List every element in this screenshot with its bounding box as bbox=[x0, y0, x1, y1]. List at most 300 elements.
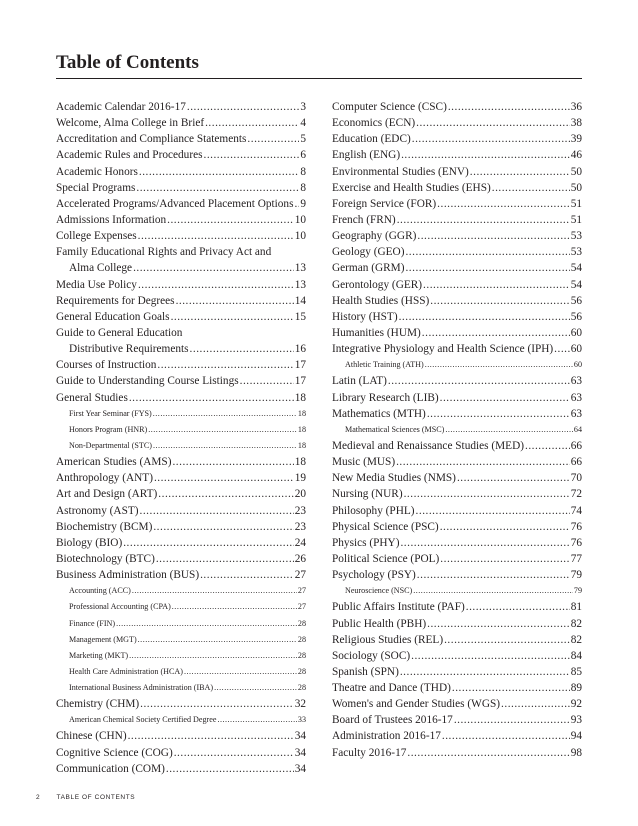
toc-entry-page: 34 bbox=[294, 730, 306, 743]
toc-entry[interactable] bbox=[56, 632, 306, 648]
toc-entry-title: Accounting (ACC) bbox=[69, 586, 131, 596]
toc-entry[interactable] bbox=[56, 648, 306, 664]
dot-leader bbox=[247, 131, 299, 147]
toc-entry-title: Public Health (PBH) bbox=[332, 617, 427, 630]
toc-entry-page: 32 bbox=[294, 698, 306, 711]
toc-entry-title: Academic Calendar 2016-17 bbox=[56, 101, 186, 113]
dot-leader bbox=[448, 99, 570, 115]
toc-entry[interactable] bbox=[332, 341, 582, 357]
toc-entry[interactable] bbox=[332, 438, 582, 454]
toc-entry[interactable] bbox=[332, 680, 582, 696]
toc-entry-page: 82 bbox=[570, 617, 582, 630]
toc-entry-page: 24 bbox=[294, 536, 306, 549]
toc-column-right bbox=[332, 99, 582, 761]
dot-leader bbox=[138, 277, 294, 293]
toc-entry[interactable] bbox=[332, 583, 582, 599]
dot-leader bbox=[440, 519, 570, 535]
toc-entry-page: 8 bbox=[300, 181, 306, 194]
toc-entry-page: 19 bbox=[294, 472, 306, 485]
dot-leader bbox=[452, 680, 570, 696]
toc-entry[interactable] bbox=[332, 535, 582, 551]
toc-entry[interactable] bbox=[332, 470, 582, 486]
toc-entry[interactable] bbox=[332, 648, 582, 664]
dot-leader bbox=[501, 696, 570, 712]
dot-leader bbox=[466, 599, 570, 615]
toc-entry-title: Physical Science (PSC) bbox=[332, 520, 439, 533]
dot-leader bbox=[171, 309, 294, 325]
toc-entry[interactable] bbox=[332, 309, 582, 325]
toc-entry[interactable] bbox=[332, 99, 582, 115]
toc-entry[interactable] bbox=[56, 373, 306, 389]
toc-entry-title: Economics (ECN) bbox=[332, 117, 416, 130]
toc-entry[interactable] bbox=[56, 244, 306, 260]
dot-leader bbox=[405, 244, 569, 260]
toc-entry[interactable] bbox=[56, 406, 306, 422]
toc-entry[interactable] bbox=[332, 712, 582, 728]
toc-entry-page: 16 bbox=[294, 343, 306, 356]
toc-entry-title: Religious Studies (REL) bbox=[332, 633, 444, 646]
toc-entry[interactable] bbox=[56, 422, 306, 438]
dot-leader bbox=[136, 180, 299, 196]
dot-leader bbox=[174, 745, 294, 761]
dot-leader bbox=[388, 373, 570, 389]
dot-leader bbox=[138, 228, 294, 244]
toc-entry[interactable] bbox=[332, 632, 582, 648]
toc-entry-page: 66 bbox=[570, 456, 582, 469]
dot-leader bbox=[140, 696, 294, 712]
toc-entry-page: 20 bbox=[294, 488, 306, 501]
toc-entry-title: Honors Program (HNR) bbox=[69, 424, 148, 434]
dot-leader bbox=[400, 535, 569, 551]
toc-entry[interactable] bbox=[56, 131, 306, 147]
toc-entry[interactable] bbox=[332, 212, 582, 228]
toc-entry[interactable] bbox=[332, 115, 582, 131]
toc-entry[interactable] bbox=[56, 212, 306, 228]
dot-leader bbox=[153, 406, 297, 422]
toc-entry-title: German (GRM) bbox=[332, 262, 405, 275]
toc-entry-title: Board of Trustees 2016-17 bbox=[332, 714, 453, 727]
toc-entry[interactable] bbox=[332, 599, 582, 615]
dot-leader bbox=[153, 438, 297, 454]
toc-entry[interactable] bbox=[56, 519, 306, 535]
toc-entry[interactable] bbox=[332, 180, 582, 196]
toc-entry[interactable] bbox=[56, 535, 306, 551]
toc-entry[interactable] bbox=[56, 341, 306, 357]
toc-entry-title: Health Care Administration (HCA) bbox=[69, 666, 183, 676]
toc-entry[interactable] bbox=[56, 761, 306, 777]
toc-entry-page: 76 bbox=[570, 520, 582, 533]
toc-entry-title: Distributive Requirements bbox=[69, 343, 189, 356]
toc-entry-title: Welcome, Alma College in Brief bbox=[56, 117, 205, 130]
dot-leader bbox=[397, 212, 570, 228]
toc-entry-page: 18 bbox=[294, 391, 306, 404]
toc-entry-page: 92 bbox=[570, 698, 582, 711]
toc-entry-page: 26 bbox=[294, 552, 306, 565]
dot-leader bbox=[156, 551, 294, 567]
dot-leader bbox=[294, 196, 299, 212]
toc-entry-page: 53 bbox=[570, 230, 582, 243]
toc-entry-page: 27 bbox=[294, 569, 306, 582]
toc-entry[interactable] bbox=[56, 390, 306, 406]
toc-entry-title: Latin (LAT) bbox=[332, 375, 387, 388]
toc-entry-title: Anthropology (ANT) bbox=[56, 472, 153, 485]
toc-entry[interactable] bbox=[332, 728, 582, 744]
toc-entry-page: 82 bbox=[570, 633, 582, 646]
dot-leader bbox=[404, 486, 570, 502]
toc-entry-title: Admissions Information bbox=[56, 213, 167, 226]
toc-entry-title: Astronomy (AST) bbox=[56, 504, 139, 517]
toc-entry-title: Courses of Instruction bbox=[56, 359, 157, 372]
toc-entry[interactable] bbox=[56, 680, 306, 696]
toc-entry-title: English (ENG) bbox=[332, 149, 401, 162]
toc-entry[interactable] bbox=[332, 551, 582, 567]
dot-leader bbox=[470, 164, 570, 180]
dot-leader bbox=[154, 470, 294, 486]
toc-entry[interactable] bbox=[56, 583, 306, 599]
dot-leader bbox=[525, 438, 570, 454]
toc-entry-page: 14 bbox=[294, 294, 306, 307]
toc-entry-page: 50 bbox=[570, 181, 582, 194]
toc-entry-title: Political Science (POL) bbox=[332, 552, 440, 565]
toc-entry-page: 18 bbox=[297, 424, 306, 434]
toc-entry-title: Spanish (SPN) bbox=[332, 665, 399, 678]
toc-entry[interactable] bbox=[56, 115, 306, 131]
toc-entry-page: 36 bbox=[570, 101, 582, 113]
toc-entry-title: Environmental Studies (ENV) bbox=[332, 165, 469, 178]
dot-leader bbox=[129, 390, 294, 406]
toc-entry-page: 66 bbox=[570, 439, 582, 452]
toc-entry-title: Mathematical Sciences (MSC) bbox=[345, 424, 445, 434]
toc-entry-page: 93 bbox=[570, 714, 582, 727]
toc-entry-title: Gerontology (GER) bbox=[332, 278, 423, 291]
toc-entry[interactable] bbox=[332, 745, 582, 761]
dot-leader bbox=[167, 212, 294, 228]
toc-entry-title: Exercise and Health Studies (EHS) bbox=[332, 181, 491, 194]
toc-entry-page: 27 bbox=[297, 586, 306, 596]
toc-entry-page: 85 bbox=[570, 665, 582, 678]
toc-entry[interactable] bbox=[56, 599, 306, 615]
toc-entry-page: 79 bbox=[573, 586, 582, 596]
toc-entry-title: College Expenses bbox=[56, 230, 137, 243]
dot-leader bbox=[411, 648, 570, 664]
toc-entry-page: 17 bbox=[294, 375, 306, 388]
dot-leader bbox=[116, 616, 297, 632]
dot-leader bbox=[133, 260, 294, 276]
toc-entry-title: Psychology (PSY) bbox=[332, 569, 416, 582]
dot-leader bbox=[240, 373, 294, 389]
toc-entry-title: Marketing (MKT) bbox=[69, 650, 129, 660]
toc-entry[interactable] bbox=[56, 728, 306, 744]
toc-entry-title: American Studies (AMS) bbox=[56, 456, 172, 469]
toc-entry-page: 3 bbox=[300, 101, 306, 113]
toc-entry-page: 18 bbox=[294, 456, 306, 469]
dot-leader bbox=[554, 341, 570, 357]
toc-entry-title: Faculty 2016-17 bbox=[332, 746, 407, 759]
toc-entry[interactable] bbox=[332, 131, 582, 147]
toc-entry[interactable] bbox=[56, 438, 306, 454]
toc-entry[interactable] bbox=[332, 277, 582, 293]
toc-entry-title: Women's and Gender Studies (WGS) bbox=[332, 698, 501, 711]
dot-leader bbox=[200, 567, 294, 583]
dot-leader bbox=[140, 503, 294, 519]
dot-leader bbox=[128, 728, 294, 744]
toc-entry-page: 6 bbox=[300, 149, 306, 162]
dot-leader bbox=[184, 664, 297, 680]
toc-entry[interactable] bbox=[332, 406, 582, 422]
dot-leader bbox=[217, 712, 296, 728]
toc-entry[interactable] bbox=[332, 228, 582, 244]
toc-entry[interactable] bbox=[56, 745, 306, 761]
dot-leader bbox=[158, 486, 293, 502]
toc-entry-title: Guide to General Education bbox=[56, 326, 183, 339]
toc-entry-page: 10 bbox=[294, 230, 306, 243]
dot-leader bbox=[407, 745, 569, 761]
dot-leader bbox=[123, 535, 293, 551]
dot-leader bbox=[138, 632, 297, 648]
toc-entry[interactable] bbox=[56, 99, 306, 115]
toc-entry-title: Communication (COM) bbox=[56, 762, 165, 775]
dot-leader bbox=[442, 728, 570, 744]
dot-leader bbox=[423, 277, 570, 293]
dot-leader bbox=[132, 583, 297, 599]
toc-entry-title: French (FRN) bbox=[332, 213, 396, 226]
dot-leader bbox=[172, 454, 293, 470]
toc-entry-page: 5 bbox=[300, 133, 306, 146]
toc-entry-page: 51 bbox=[570, 197, 582, 210]
toc-entry[interactable] bbox=[56, 147, 306, 163]
footer-label: TABLE OF CONTENTS bbox=[56, 794, 136, 801]
toc-entry-title: Athletic Training (ATH) bbox=[345, 360, 424, 370]
toc-entry[interactable] bbox=[56, 664, 306, 680]
dot-leader bbox=[214, 680, 297, 696]
toc-entry[interactable] bbox=[332, 260, 582, 276]
toc-entry-title: Biotechnology (BTC) bbox=[56, 552, 155, 565]
toc-entry[interactable] bbox=[56, 277, 306, 293]
dot-leader bbox=[417, 567, 570, 583]
toc-entry[interactable] bbox=[56, 293, 306, 309]
toc-entry[interactable] bbox=[56, 503, 306, 519]
toc-entry-page: 81 bbox=[570, 601, 582, 614]
toc-entry-page: 70 bbox=[570, 472, 582, 485]
dot-leader bbox=[440, 390, 570, 406]
toc-entry[interactable] bbox=[56, 196, 306, 212]
toc-entry-page: 8 bbox=[300, 165, 306, 178]
toc-entry-title: Guide to Understanding Course Listings bbox=[56, 375, 239, 388]
toc-entry-page: 60 bbox=[573, 360, 582, 370]
toc-entry-page: 98 bbox=[570, 746, 582, 759]
dot-leader bbox=[412, 131, 570, 147]
dot-leader bbox=[396, 454, 570, 470]
toc-entry[interactable] bbox=[332, 293, 582, 309]
toc-entry-title: Computer Science (CSC) bbox=[332, 101, 447, 113]
toc-entry-title: First Year Seminar (FYS) bbox=[69, 408, 152, 418]
toc-entry-page: 10 bbox=[294, 213, 306, 226]
toc-entry-title: Biochemistry (BCM) bbox=[56, 520, 153, 533]
toc-column-left bbox=[56, 99, 306, 777]
toc-entry-page: 84 bbox=[570, 649, 582, 662]
toc-entry[interactable] bbox=[56, 470, 306, 486]
toc-entry-title: Professional Accounting (CPA) bbox=[69, 602, 171, 612]
toc-entry[interactable] bbox=[56, 260, 306, 276]
dot-leader bbox=[204, 147, 300, 163]
dot-leader bbox=[399, 309, 570, 325]
dot-leader bbox=[190, 341, 294, 357]
toc-entry-title: Accreditation and Compliance Statements bbox=[56, 133, 247, 146]
toc-entry-title: Business Administration (BUS) bbox=[56, 569, 200, 582]
toc-entry-page: 23 bbox=[294, 520, 306, 533]
toc-entry[interactable] bbox=[332, 486, 582, 502]
toc-entry-title: Education (EDC) bbox=[332, 133, 411, 146]
toc-entry-page: 33 bbox=[297, 715, 306, 725]
dot-leader bbox=[444, 632, 570, 648]
toc-entry[interactable] bbox=[332, 147, 582, 163]
toc-entry-page: 27 bbox=[297, 602, 306, 612]
toc-entry[interactable] bbox=[56, 180, 306, 196]
toc-entry[interactable] bbox=[332, 196, 582, 212]
toc-entry-title: Cognitive Science (COG) bbox=[56, 746, 173, 759]
toc-entry-title: Public Affairs Institute (PAF) bbox=[332, 601, 465, 614]
toc-entry[interactable] bbox=[56, 357, 306, 373]
dot-leader bbox=[445, 422, 573, 438]
toc-entry-page: 64 bbox=[573, 424, 582, 434]
dot-leader bbox=[454, 712, 570, 728]
toc-entry-title: American Chemical Society Certified Degree bbox=[69, 715, 217, 725]
toc-entry[interactable] bbox=[332, 567, 582, 583]
toc-entry-page: 46 bbox=[570, 149, 582, 162]
toc-entry-page: 94 bbox=[570, 730, 582, 743]
toc-entry-title: Non-Departmental (STC) bbox=[69, 440, 152, 450]
toc-entry-page: 54 bbox=[570, 278, 582, 291]
toc-entry[interactable] bbox=[332, 357, 582, 373]
toc-entry-page: 28 bbox=[297, 683, 306, 693]
toc-entry[interactable] bbox=[56, 486, 306, 502]
toc-entry[interactable] bbox=[56, 696, 306, 712]
dot-leader bbox=[457, 470, 570, 486]
dot-leader bbox=[176, 293, 294, 309]
toc-entry-title: Sociology (SOC) bbox=[332, 649, 411, 662]
dot-leader bbox=[437, 196, 570, 212]
toc-entry-page: 28 bbox=[297, 666, 306, 676]
toc-entry-title: Nursing (NUR) bbox=[332, 488, 403, 501]
toc-entry[interactable] bbox=[56, 454, 306, 470]
toc-entry-page: 34 bbox=[294, 762, 306, 775]
toc-entry[interactable] bbox=[56, 616, 306, 632]
toc-entry[interactable] bbox=[56, 309, 306, 325]
toc-entry-title: Administration 2016-17 bbox=[332, 730, 441, 743]
toc-entry-page: 56 bbox=[570, 310, 582, 323]
toc-entry-page: 18 bbox=[297, 440, 306, 450]
toc-entry[interactable] bbox=[332, 503, 582, 519]
toc-entry[interactable] bbox=[332, 164, 582, 180]
toc-entry[interactable] bbox=[56, 164, 306, 180]
toc-entry-page: 39 bbox=[570, 133, 582, 146]
toc-entry-page: 63 bbox=[570, 375, 582, 388]
dot-leader bbox=[129, 648, 297, 664]
toc-entry-title: Family Educational Rights and Privacy Act and bbox=[56, 246, 272, 259]
dot-leader bbox=[153, 519, 293, 535]
toc-entry-page: 60 bbox=[570, 343, 582, 356]
toc-entry-title: Humanities (HUM) bbox=[332, 326, 421, 339]
toc-entry-page: 23 bbox=[294, 504, 306, 517]
toc-entry[interactable] bbox=[332, 664, 582, 680]
toc-entry-title: General Studies bbox=[56, 391, 128, 404]
toc-entry-title: Biology (BIO) bbox=[56, 536, 123, 549]
toc-entry[interactable] bbox=[332, 519, 582, 535]
toc-entry-page: 50 bbox=[570, 165, 582, 178]
toc-entry-title: International Business Administration (IBA) bbox=[69, 683, 214, 693]
toc-entry-page: 79 bbox=[570, 569, 582, 582]
dot-leader bbox=[422, 325, 570, 341]
toc-entry[interactable] bbox=[332, 422, 582, 438]
toc-entry[interactable] bbox=[332, 325, 582, 341]
toc-entry-title: Art and Design (ART) bbox=[56, 488, 158, 501]
dot-leader bbox=[416, 115, 570, 131]
toc-entry[interactable] bbox=[332, 373, 582, 389]
page-title: Table of Contents bbox=[56, 52, 199, 73]
dot-leader bbox=[139, 164, 299, 180]
toc-entry-page: 15 bbox=[294, 310, 306, 323]
dot-leader bbox=[427, 406, 570, 422]
toc-entry[interactable] bbox=[56, 228, 306, 244]
dot-leader bbox=[187, 99, 299, 115]
toc-entry-title: Neuroscience (NSC) bbox=[345, 586, 413, 596]
toc-entry[interactable] bbox=[56, 551, 306, 567]
toc-entry[interactable] bbox=[332, 454, 582, 470]
page-footer bbox=[36, 794, 135, 801]
dot-leader bbox=[401, 147, 570, 163]
toc-entry-page: 38 bbox=[570, 117, 582, 130]
toc-entry-page: 74 bbox=[570, 504, 582, 517]
toc-entry-title: Health Studies (HSS) bbox=[332, 294, 430, 307]
toc-entry-page: 63 bbox=[570, 407, 582, 420]
toc-entry-title: Media Use Policy bbox=[56, 278, 137, 291]
toc-entry-page: 13 bbox=[294, 262, 306, 275]
toc-entry-page: 60 bbox=[570, 326, 582, 339]
toc-entry[interactable] bbox=[56, 712, 306, 728]
toc-entry-page: 63 bbox=[570, 391, 582, 404]
toc-entry-title: Integrative Physiology and Health Science (IPH) bbox=[332, 343, 554, 356]
toc-entry-title: Medieval and Renaissance Studies (MED) bbox=[332, 439, 524, 452]
toc-entry-page: 56 bbox=[570, 294, 582, 307]
toc-entry-page: 28 bbox=[297, 634, 306, 644]
toc-entry[interactable] bbox=[332, 244, 582, 260]
dot-leader bbox=[430, 293, 569, 309]
toc-entry[interactable] bbox=[56, 567, 306, 583]
toc-entry[interactable] bbox=[56, 325, 306, 341]
dot-leader bbox=[157, 357, 293, 373]
title-rule bbox=[56, 78, 582, 79]
toc-entry-title: Management (MGT) bbox=[69, 634, 137, 644]
dot-leader bbox=[148, 422, 297, 438]
toc-entry-page: 53 bbox=[570, 246, 582, 259]
toc-entry-page: 18 bbox=[297, 408, 306, 418]
toc-entry[interactable] bbox=[332, 616, 582, 632]
dot-leader bbox=[425, 357, 573, 373]
dot-leader bbox=[405, 260, 569, 276]
toc-entry-title: History (HST) bbox=[332, 310, 398, 323]
toc-entry[interactable] bbox=[332, 390, 582, 406]
toc-entry-page: 72 bbox=[570, 488, 582, 501]
dot-leader bbox=[166, 761, 294, 777]
toc-entry[interactable] bbox=[332, 696, 582, 712]
toc-entry-title: Chinese (CHN) bbox=[56, 730, 127, 743]
toc-entry-title: Special Programs bbox=[56, 181, 136, 194]
toc-entry-title: Philosophy (PHL) bbox=[332, 504, 415, 517]
dot-leader bbox=[205, 115, 299, 131]
toc-entry-title: Library Research (LIB) bbox=[332, 391, 439, 404]
toc-entry-title: Music (MUS) bbox=[332, 456, 396, 469]
toc-entry-page: 54 bbox=[570, 262, 582, 275]
